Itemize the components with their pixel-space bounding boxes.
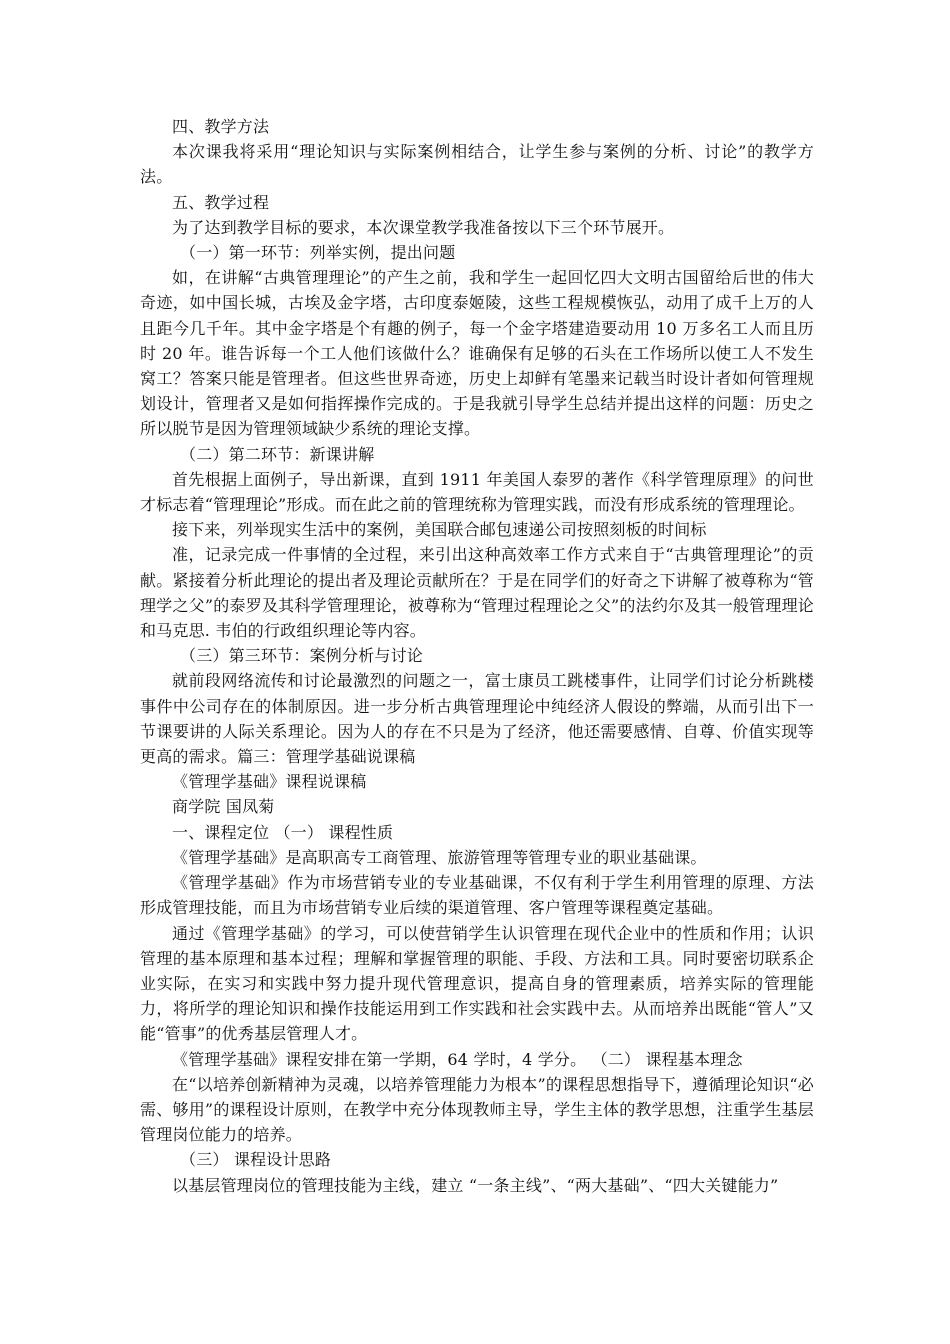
subheading-stage-2: （二）第二环节：新课讲解 [180, 444, 375, 464]
heading-course-positioning: 一、课程定位 （一） 课程性质 [172, 822, 394, 842]
paragraph: 本次课我将采用“理论知识与实际案例相结合，让学生参与案例的分析、讨论”的教学方法。 [140, 142, 814, 187]
heading-teaching-method: 四、教学方法 [172, 117, 270, 136]
paragraph: 为了达到教学目标的要求，本次课堂教学我准备按以下三个环节展开。 [172, 217, 675, 237]
subheading-stage-1: （一）第一环节：列举实例，提出问题 [180, 243, 456, 263]
paragraph: 在“以培养创新精神为灵魂，以培养管理能力为根本”的课程思想指导下，遵循理论知识“必需、够用”的课程设计原则，在教学中充分体现教师主导，学生主体的教学思想，注重学生基层管理岗位能力的培养。 [140, 1074, 814, 1145]
paragraph: 通过《管理学基础》的学习，可以使营销学生认识管理在现代企业中的性质和作用；认识管理的基本原理和基本过程；理解和掌握管理的职能、手段、方法和工具。同时要密切联系企业实际，在实习和实践中努力提升现代管理意识，提高自身的管理素质，培养实际的管理能力，将所学的理论知识和操作技能运用到工作实践和社会实践中去。从而培养出既能“管人”又能“管事”的优秀基层管理人才。 [140, 923, 814, 1044]
paragraph: 《管理学基础》作为市场营销专业的专业基础课，不仅有利于学生利用管理的原理、方法形成管理技能，而且为市场营销专业后续的渠道管理、客户管理等课程奠定基础。 [140, 873, 814, 918]
author-line: 商学院 国凤菊 [172, 797, 275, 817]
paragraph: 如，在讲解“古典管理理论”的产生之前，我和学生一起回忆四大文明古国留给后世的伟大奇迹，如中国长城，古埃及金字塔，古印度泰姬陵，这些工程规模恢弘，动用了成千上万的人且距今几千年。其中金字塔是个有趣的例子，每一个金字塔建造要动用 10 万多名工人而且历时 20 年。谁告诉每一个工人他们该做什么？谁确保有足够的石头在工作场所以使工人不发生窝工？答案只能是管理者。但这些世界奇迹，历史上却鲜有笔墨来记载当时设计者如何管理规划设计，管理者又是如何指挥操作完成的。于是我就引导学生总结并提出这样的问题：历史之所以脱节是因为管理领域缺少系统的理论支撑。 [140, 268, 814, 439]
paragraph: 以基层管理岗位的管理技能为主线，建立 “一条主线”、“两大基础”、“四大关键能力” [172, 1175, 779, 1195]
paragraph: 《管理学基础》课程安排在第一学期，64 学时，4 学分。 （二） 课程基本理念 [172, 1049, 743, 1069]
paragraph: 《管理学基础》是高职高专工商管理、旅游管理等管理专业的职业基础课。 [172, 847, 707, 867]
subheading-design-approach: （三） 课程设计思路 [180, 1150, 332, 1170]
subheading-stage-3: （三）第三环节：案例分析与讨论 [180, 646, 424, 666]
paragraph: 接下来，列举现实生活中的案例，美国联合邮包速递公司按照刻板的时间标 [172, 520, 707, 540]
paragraph: 就前段网络流传和讨论最激烈的问题之一，富士康员工跳楼事件，让同学们讨论分析跳楼事件中公司存在的体制原因。进一步分析古典管理理论中纯经济人假设的弊端，从而引出下一节课要讲的人际关系理论。因为人的存在不只是为了经济，他还需要感情、自尊、价值实现等更高的需求。篇三：管理学基础说课稿 [140, 671, 814, 767]
heading-teaching-process: 五、教学过程 [172, 192, 270, 212]
paragraph: 首先根据上面例子，导出新课，直到 1911 年美国人泰罗的著作《科学管理原理》的问世才标志着“管理理论”形成。而在此之前的管理统称为管理实践，而没有形成系统的管理理论。 [140, 469, 814, 515]
document-body [140, 114, 814, 1198]
section-title: 《管理学基础》课程说课稿 [172, 772, 367, 792]
paragraph: 准，记录完成一件事情的全过程，来引出这种高效率工作方式来自于“古典管理理论”的贡献。紧接着分析此理论的提出者及理论贡献所在？于是在同学们的好奇之下讲解了被尊称为“管理学之父”的泰罗及其科学管理理论，被尊称为“管理过程理论之父”的法约尔及其一般管理理论 和马克思. 韦伯的行政组织理论等内容。 [140, 545, 814, 641]
